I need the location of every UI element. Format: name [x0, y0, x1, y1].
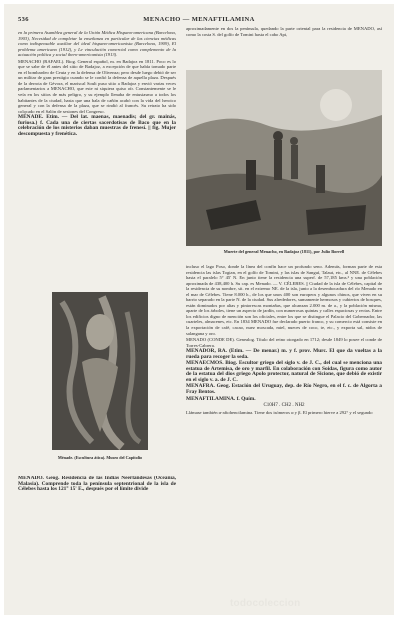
chemical-formula: C10H7 . CH2 . NH2 [263, 403, 305, 409]
column-right-bottom [186, 264, 382, 614]
paragraph: MENAFTILAMINA. f. Quím. [186, 395, 256, 402]
menacho-death-painting-image [186, 70, 382, 246]
paragraph: aproximadamente en dos la península, quedando la parte oriental para la residencia de MENADO, así como la costa S. del golfo de Tomini hasta el cabo Api, [186, 26, 382, 37]
running-title: MENACHO — MENAFTILAMINA [143, 16, 255, 23]
figure2-caption: Ménade. (Escultura ática). Museo del Capitolio [57, 455, 143, 460]
page-number: 536 [18, 16, 29, 23]
menade-sculpture-image [52, 292, 148, 450]
paragraph: incluso el lago Poso, donde la línea del confín hace un profundo seno. Además, forman parte de esta residencia las islas Togian, en el golfo de Tomini, y las islas de Sanguí, Talaut, etc., al NNE. de Célebes hasta el paralelo 5° 45' N. En junto tiene la residencia una superf. de 57,185 kms.² y una población aproximada de 438,400 h. Su cap. es Menado. — V. CÉLEBES. || Ciudad de la isla de Célebes, capital de la residencia de su nombre, sit. en el extremo NE. de la isla, junto a la desembocadura del río Menado en el mar de Célebes. Tiene 8.000 h., de los que unos 400 son europeos y algunos chinos, que viven en su barrio separado en la parte N. de la ciudad. Sus alrededores, sumamente hermosos y cubiertos de bosques, están dominados por altas y pintorescas montañas, que alcanzan 2.000 m. de a., y la población misma, aparte de los árboles, tiene un aspecto de jardín, con numerosas quintas y calles espaciosas y rectas. Entre los edificios digno de mención son los oficiales, entre los que se distingue el Palacio del Gobernador, las cuarteles, almacenes, etc. En 1834 MENADO fue declarado puerto franco, y su comercio está consiste en la exportación de café, cacao, nuez moscada, miel, nueces de coco, te, etc., y exporta sal, nidos de salangana y oro. [186, 264, 382, 336]
paragraph: MENAECMOS. Biog. Escultor griego del siglo v. de J. C., del cual se menciona una estatua de Artemisa, de oro y marfil. En colaboración con Soidas, figura como autor de la estatua del dios griego Apolo protector, natural de Sicione, que debió de existir en el siglo v. a. de J. C. [186, 360, 382, 383]
paragraph: MENADOR, RA. (Etim. — De menar.) m. y f. prov. Murc. El que da vueltas a la rueda para recoger la seda. [186, 348, 382, 360]
column-left-bottom [18, 476, 176, 611]
paragraph: MENADO (CONDE DE). Genealog. Título del reino otorgado en 1712; desde 1849 lo posee el conde de Torres-Cabrera. [186, 337, 382, 348]
paragraph: MENAFRA. Geog. Estación del Uruguay, dep. de Río Negro, en el f. c. de Algorta a Fray Bentos. [186, 383, 382, 396]
paragraph: MENACHO (RAFAEL). Biog. General español, m. en Badajoz en 1811. Poco es lo que se sabe de él antes del sitio de Badajoz, a excepción de que había tomado parte en el bombardeo de Ceuta y en la defensa de Olivenza; pero desde luego debió de ser un militar de gran prestigio cuando se le confió la defensa de aquella plaza. Después de la derrota de Gévora, el mariscal Soult puso sitio a Badajoz y envió varias veces parlamentarios a MENACHO, que este ni siquiera quiso oír. Constantemente se le veía en los sitios de más peligro, y su ejemplo llenaba de entusiasmo a todos los habitantes de la ciudad, hasta que una bala de cañón acabó con la vida del heroico general y con la defensa de la plaza, que se rindió al francés. Su retrato ha sido colocado en el Salón de sesiones del Congreso. [18, 58, 176, 114]
figure1-caption: Muerte del general Menacho, en Badajoz (1811), por Julio Borrell [223, 249, 345, 254]
page-header [18, 16, 380, 26]
paragraph: MÉNADE. Etim. — Del lat. maenas, maenadis; del gr. mainás, furiosa.) f. Cada una de ciertas sacerdotisas de Baco que en la celebración de los misterios daban muestras de frenesí. || fig. Mujer descompuesta y frenética. [18, 114, 176, 137]
paragraph: MENADO. Geog. Residencia de las Indias Neerlandesas (Oceanía, Malasia). Comprende toda la península septentrional de la isla de Célebes hasta los 121° 15' E., después por el límite divide [18, 476, 176, 493]
watermark-logo: todocoleccion [230, 598, 301, 609]
column-left-top [18, 30, 176, 288]
column-right-top [186, 26, 382, 68]
paragraph: en la primera Asamblea general de la Unión Médica Hispano-americana (Barcelona, 1903), Necesidad de completar la enseñanza en particular de las ciencias médicas como indispensable auxiliar del ideal hispano-americanista (Barcelona, 1909), El problema americano (1912), y Le vinculación comercial como complemento de la actuación política y social ibero-americanista (1913). [18, 30, 176, 58]
encyclopedia-page [4, 4, 394, 615]
paragraph: Llámase también α-aftohencilamina. Tiene dos isómeros α y β. El primero hierve a 292° y el segundo [186, 409, 373, 415]
